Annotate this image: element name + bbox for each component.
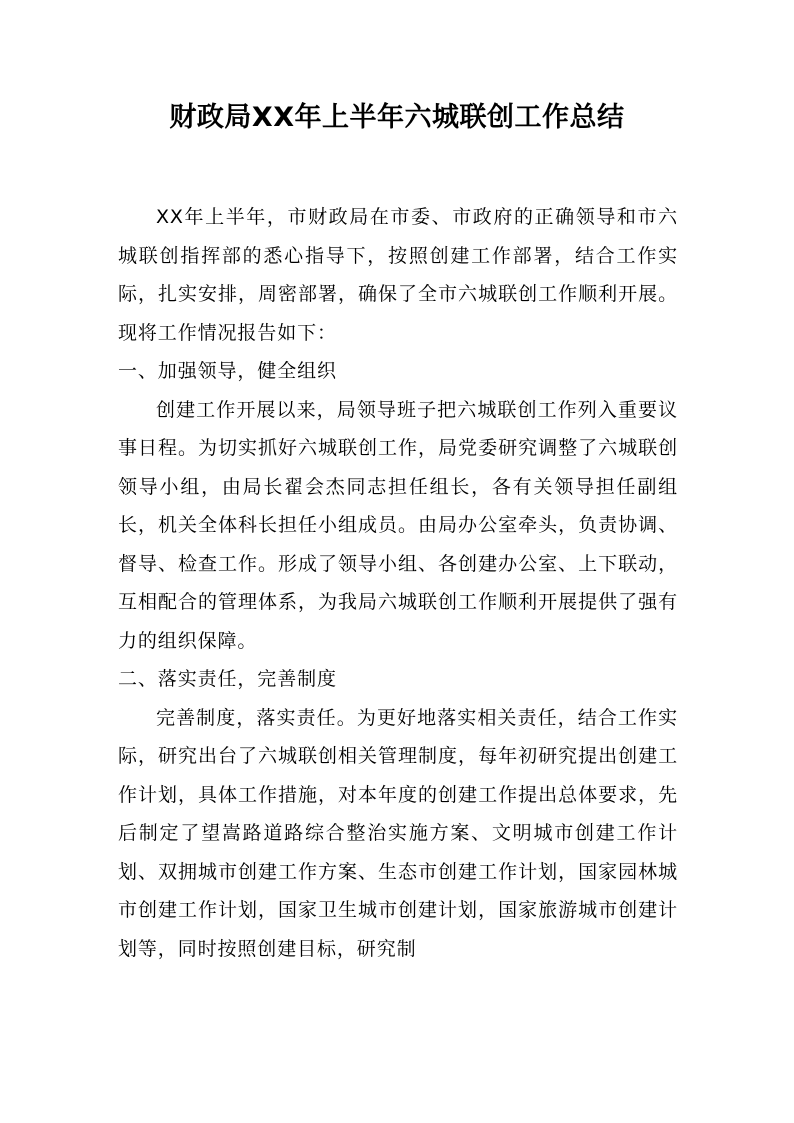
- section-paragraph-1: 创建工作开展以来，局领导班子把六城联创工作列入重要议事日程。为切实抓好六城联创工作，局党委研究调整了六城联创领导小组，由局长翟会杰同志担任组长，各有关领导担任副组长，机关全体科长担任小组成员。由局办公室牵头，负责协调、督导、检查工作。形成了领导小组、各创建办公室、上下联动，互相配合的管理体系，为我局六城联创工作顺利开展提供了强有力的组织保障。: [118, 398, 678, 652]
- intro-paragraph: XX年上半年，市财政局在市委、市政府的正确领导和市六城联创指挥部的悉心指导下，按照创建工作部署，结合工作实际，扎实安排，周密部署，确保了全市六城联创工作顺利开展。现将工作情况报告如下：: [118, 206, 678, 344]
- document-title: 财政局XX年上半年六城联创工作总结: [169, 102, 625, 133]
- document-body: [118, 198, 678, 968]
- section-paragraph-2: 完善制度，落实责任。为更好地落实相关责任，结合工作实际，研究出台了六城联创相关管理制度，每年初研究提出创建工作计划，具体工作措施，对本年度的创建工作提出总体要求，先后制定了望嵩路道路综合整治实施方案、文明城市创建工作计划、双拥城市创建工作方案、生态市创建工作计划，国家园林城市创建工作计划，国家卫生城市创建计划，国家旅游城市创建计划等，同时按照创建目标，研究制: [118, 706, 678, 960]
- section-heading-2: 二、落实责任，完善制度: [118, 668, 337, 690]
- section-heading-1: 一、加强领导，健全组织: [118, 360, 337, 382]
